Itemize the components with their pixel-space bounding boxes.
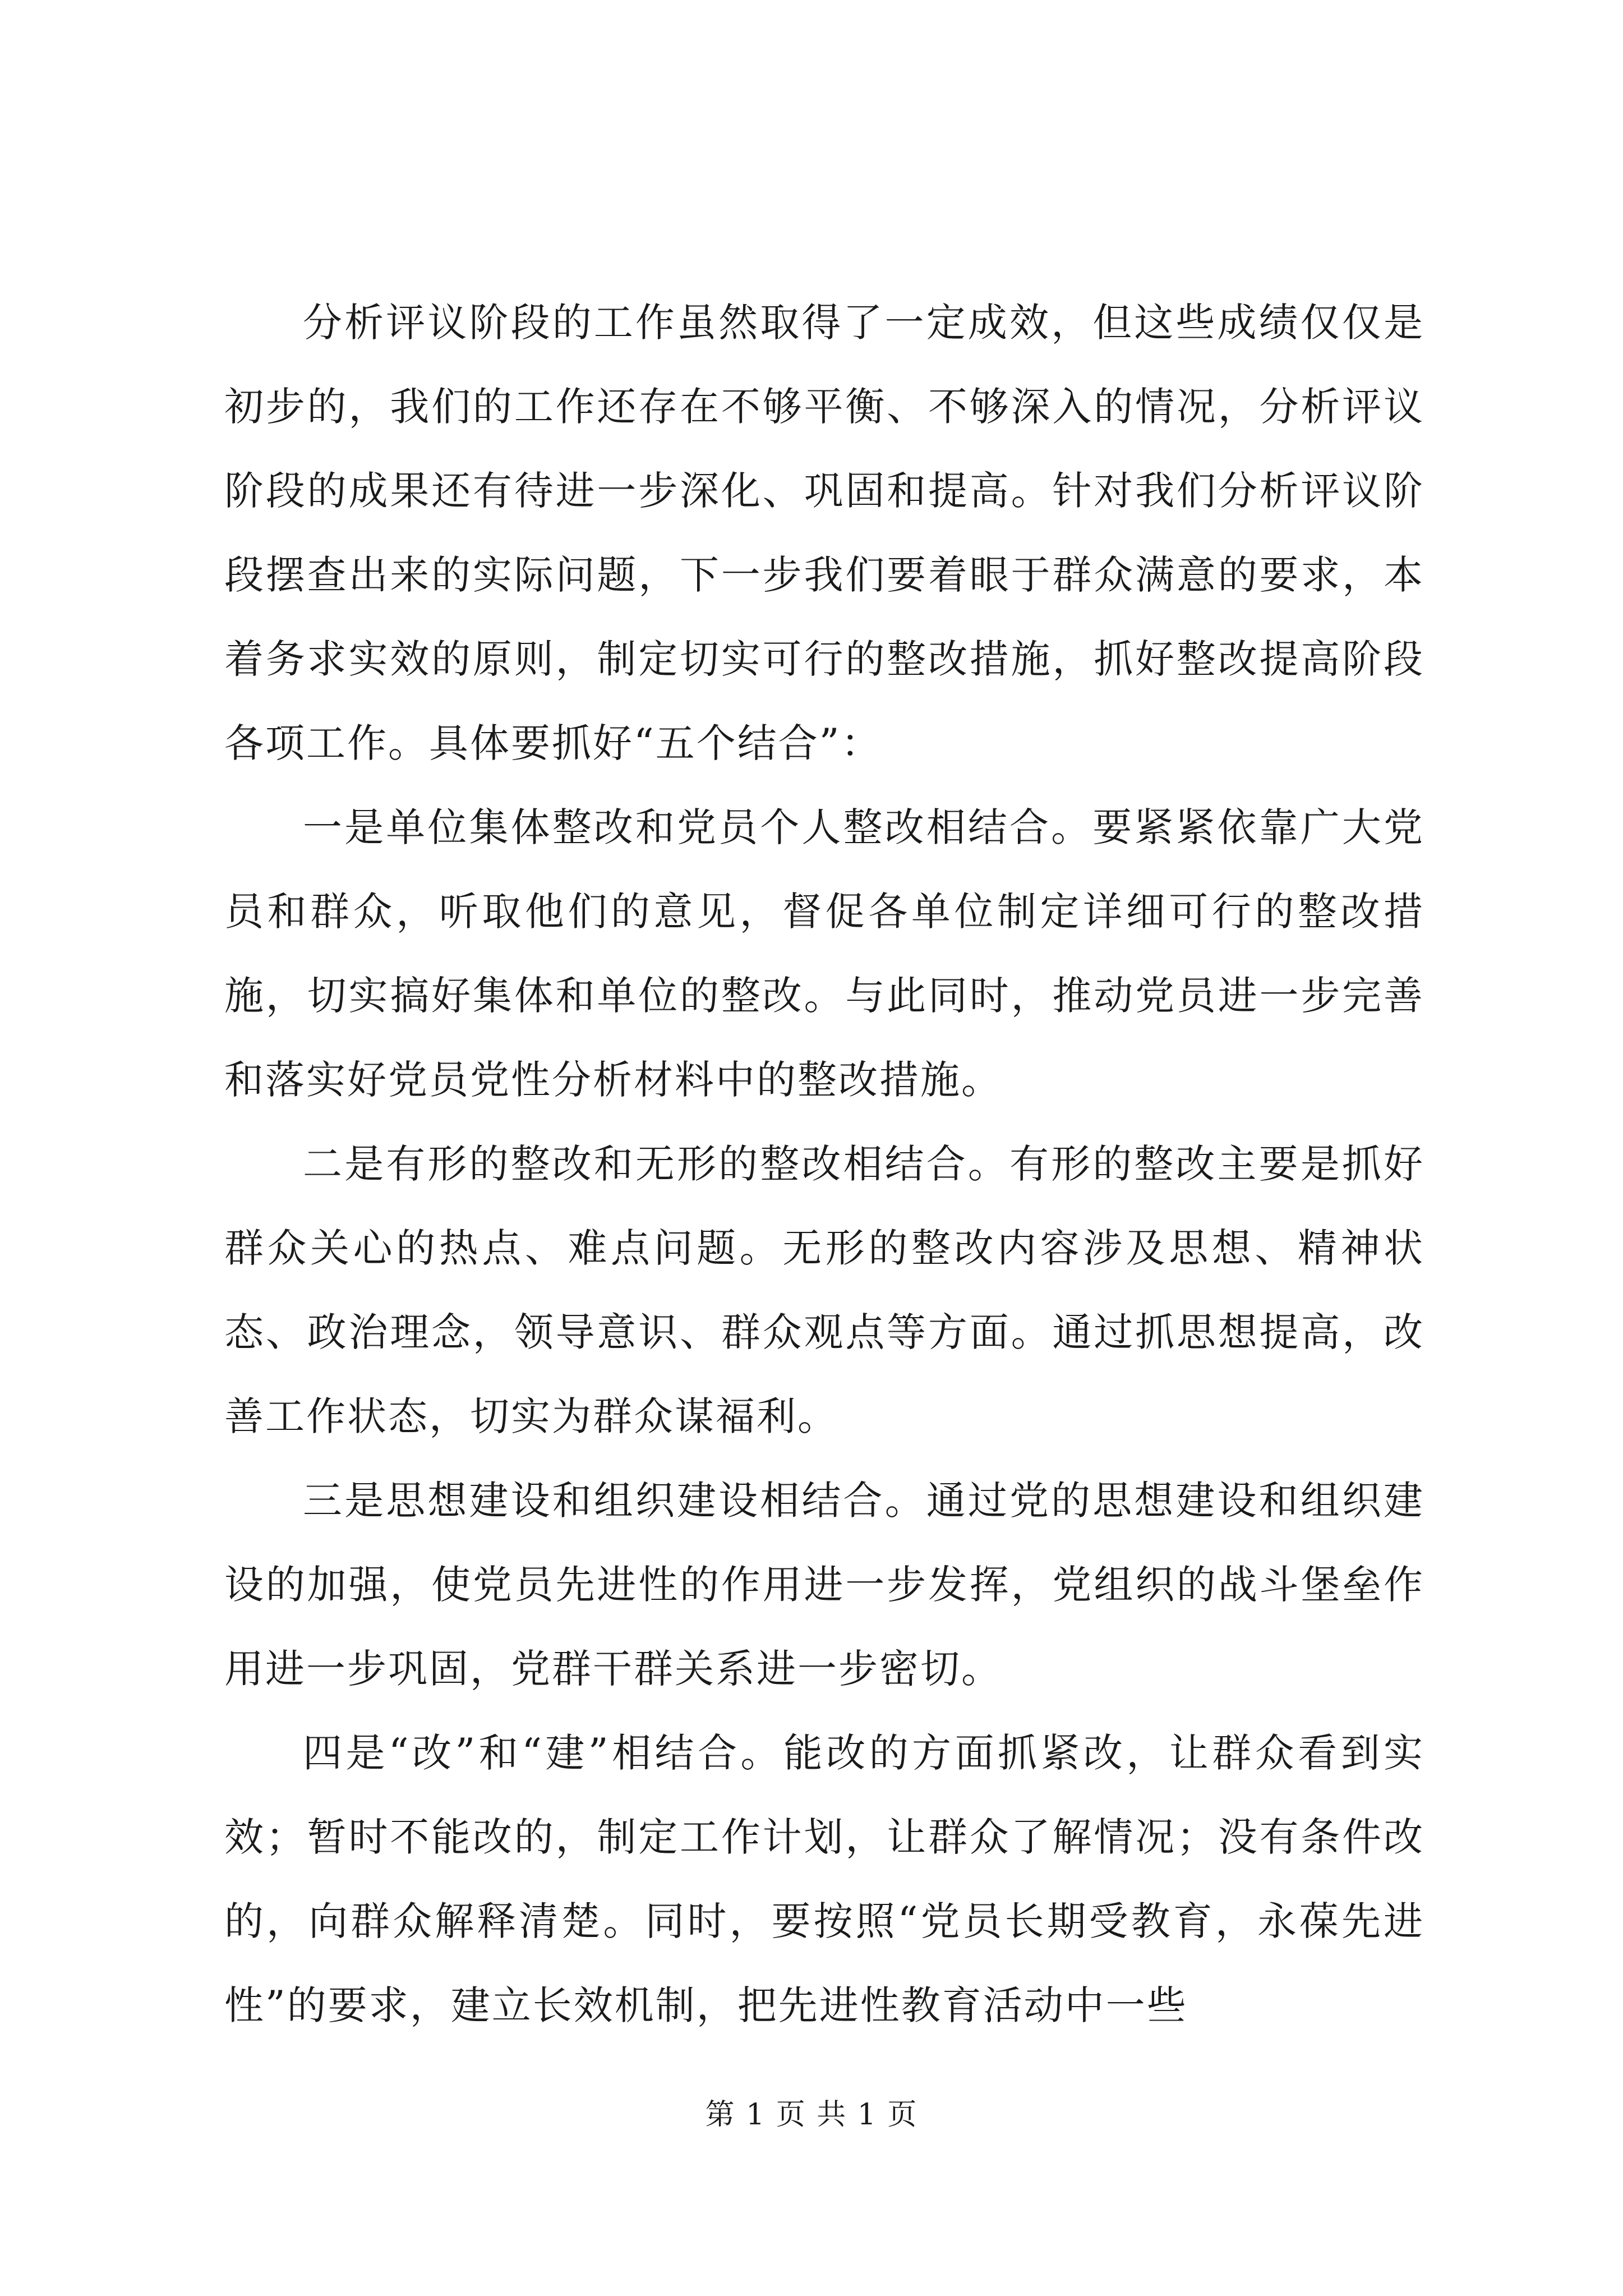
- document-body: [224, 280, 1424, 2047]
- paragraph-point-one: 一是单位集体整改和党员个人整改相结合。要紧紧依靠广大党员和群众，听取他们的意见，督促各单位制定详细可行的整改措施，切实搞好集体和单位的整改。与此同时，推动党员进一步完善和落实好党员党性分析材料中的整改措施。: [224, 804, 1424, 1103]
- paragraph-point-two: 二是有形的整改和无形的整改相结合。有形的整改主要是抓好群众关心的热点、难点问题。无形的整改内容涉及思想、精神状态、政治理念，领导意识、群众观点等方面。通过抓思想提高，改善工作状态，切实为群众谋福利。: [224, 1141, 1424, 1439]
- paragraph-point-three: 三是思想建设和组织建设相结合。通过党的思想建设和组织建设的加强，使党员先进性的作用进一步发挥，党组织的战斗堡垒作用进一步巩固，党群干群关系进一步密切。: [224, 1478, 1424, 1692]
- paragraph-intro: 分析评议阶段的工作虽然取得了一定成效，但这些成绩仅仅是初步的，我们的工作还存在不够平衡、不够深入的情况，分析评议阶段的成果还有待进一步深化、巩固和提高。针对我们分析评议阶段摆查出来的实际问题，下一步我们要着眼于群众满意的要求，本着务求实效的原则，制定切实可行的整改措施，抓好整改提高阶段各项工作。具体要抓好“五个结合”：: [224, 300, 1424, 766]
- page-footer: 第 1 页 共 1 页: [705, 2098, 918, 2132]
- paragraph-point-four: 四是“改”和“建”相结合。能改的方面抓紧改，让群众看到实效；暂时不能改的，制定工作计划，让群众了解情况；没有条件改的，向群众解释清楚。同时，要按照“党员长期受教育，永葆先进性”的要求，建立长效机制，把先进性教育活动中一些: [224, 1730, 1424, 2028]
